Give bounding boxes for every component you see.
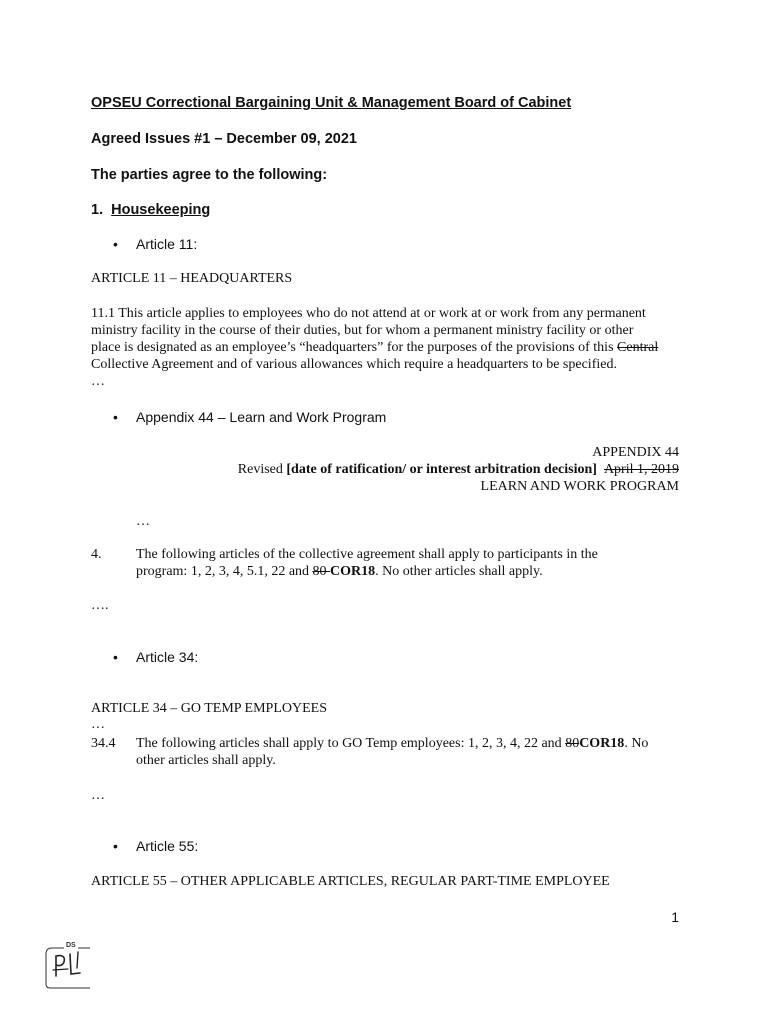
agreed-issues-line: Agreed Issues #1 – December 09, 2021	[91, 131, 357, 147]
bullet-icon: •	[113, 649, 118, 665]
bullet-appendix-44: Appendix 44 – Learn and Work Program	[136, 409, 387, 425]
bold-text: COR18	[579, 736, 625, 751]
appendix-44-subtitle: LEARN AND WORK PROGRAM	[480, 479, 679, 494]
article-34-item-line	[136, 735, 648, 752]
article-11-text-line: 11.1 This article applies to employees who do not attend at or work at or work from any permanent	[91, 306, 646, 321]
page-number: 1	[671, 909, 679, 925]
text-run: . No	[624, 736, 649, 751]
bullet-article-55: Article 55:	[136, 838, 199, 854]
bold-text: [date of ratification/ or interest arbitration decision]	[286, 462, 597, 477]
ellipsis: …	[91, 374, 105, 389]
text-run: . No other articles shall apply.	[375, 564, 543, 579]
bullet-icon: •	[113, 236, 118, 252]
bold-text: COR18	[330, 564, 376, 579]
appendix-44-item-line	[136, 563, 543, 580]
article-11-heading: ARTICLE 11 – HEADQUARTERS	[91, 271, 293, 286]
struck-text: April 1, 2019	[603, 462, 679, 477]
section-number: 1.	[91, 202, 104, 218]
article-11-text-line: ministry facility in the course of their duties, but for whom a permanent ministry facility or other	[91, 323, 634, 338]
text-run: place is designated as an employee’s “headquarters” for the purposes of the provisions of this	[91, 340, 618, 355]
section-heading	[91, 202, 210, 218]
parties-line: The parties agree to the following:	[91, 167, 328, 183]
bullet-icon: •	[113, 409, 118, 425]
article-11-text-line: Collective Agreement and of various allowances which require a headquarters to be specified.	[91, 357, 617, 372]
appendix-44-title: APPENDIX 44	[592, 445, 679, 460]
article-11-text-line	[91, 339, 658, 356]
text-run: program: 1, 2, 3, 4, 5.1, 22 and	[136, 564, 313, 579]
bullet-article-11: Article 11:	[136, 236, 198, 252]
bullet-article-34: Article 34:	[136, 649, 199, 665]
document-title: OPSEU Correctional Bargaining Unit & Management Board of Cabinet	[91, 95, 572, 111]
text-run: The following articles shall apply to GO Temp employees: 1, 2, 3, 4, 22 and	[136, 736, 566, 751]
article-55-heading: ARTICLE 55 – OTHER APPLICABLE ARTICLES, REGULAR PART-TIME EMPLOYEE	[91, 874, 610, 889]
ellipsis: …	[91, 788, 105, 803]
section-title: Housekeeping	[111, 202, 211, 218]
struck-text: 80	[565, 736, 580, 751]
bullet-icon: •	[113, 838, 118, 854]
article-34-heading: ARTICLE 34 – GO TEMP EMPLOYEES	[91, 701, 327, 716]
struck-text: Central	[617, 340, 659, 355]
stamp-label: DS	[66, 942, 76, 949]
appendix-44-revised	[238, 461, 679, 478]
ellipsis: ….	[91, 598, 109, 613]
text-run: Revised	[237, 462, 287, 477]
article-34-item-line: other articles shall apply.	[136, 753, 276, 768]
ellipsis: …	[91, 717, 105, 732]
struck-text: 80	[312, 564, 331, 579]
ellipsis: …	[136, 514, 150, 529]
initials-stamp	[44, 940, 92, 990]
item-number: 34.4	[91, 736, 116, 751]
item-number: 4.	[91, 547, 102, 562]
appendix-44-item-line: The following articles of the collective agreement shall apply to participants in the	[136, 547, 598, 562]
